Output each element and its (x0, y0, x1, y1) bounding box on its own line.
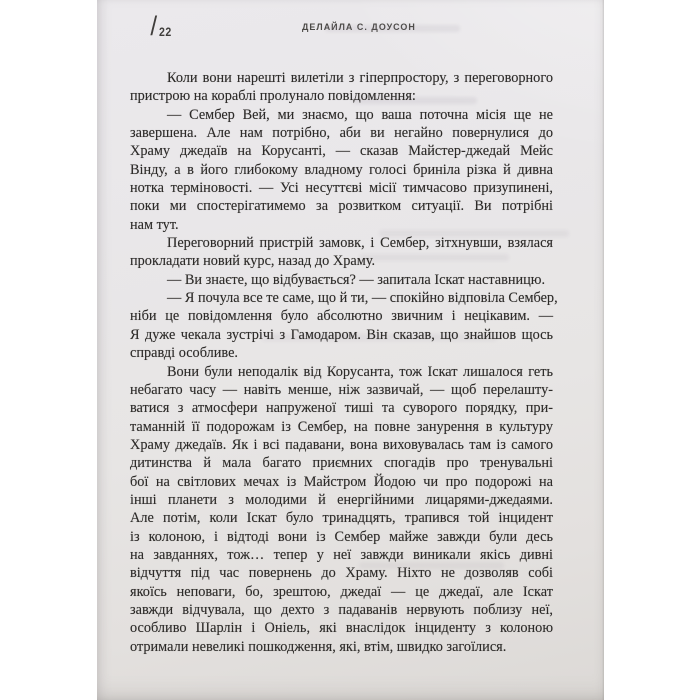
text-line: якоїсь неповаги, бо, зрештою, джедаї — це джедаї, але Іскат (130, 583, 553, 600)
text-line: особливо Шарлін і Оніель, які внаслідок інциденту з колоною (130, 620, 553, 637)
text-line: Храму джедаїв на Корусанті, — сказав Майстер-джедай Мейс (130, 143, 553, 160)
text-line: Я дуже чекала зустрічі з Гамодаром. Він сказав, що знайшов щось (130, 326, 553, 343)
text-line: Коли вони нарешті вилетіли з гіперпростору, з переговорного (167, 70, 553, 86)
page-number-slash: / (150, 11, 158, 41)
text-line: бої на світлових мечах із Майстром Йодою чи про подорожі на (130, 473, 553, 490)
text-line: — Ви знаєте, що відбувається? — запитала Іскат наставницю. (167, 271, 546, 288)
text-line: — Сембер Вей, ми знаємо, що ваша поточна місія ще не (167, 106, 553, 123)
text-line: інші планети з молодими й енергійними лицарями-джедаями. (130, 491, 553, 508)
text-line: пристрою на кораблі пролунало повідомлення: (130, 88, 416, 105)
book-page (97, 0, 604, 700)
text-line: ватися з атмосфери напруженої тиші та суворого порядку, при- (130, 400, 553, 417)
text-line: отримали невеликі пошкодження, які, втім, швидко загоїлися. (130, 638, 507, 655)
running-header-author: ДЕЛАЙЛА С. ДОУСОН (302, 22, 416, 33)
text-line: поки ми спостерігатимемо за розвитком ситуації. Ви потрібні (130, 198, 553, 215)
page-number-value: 22 (158, 25, 172, 39)
text-line: Храму джедаїв. Як і всі падавани, вона виховувалась там із самого (130, 436, 553, 453)
text-line: із колоною, і відтоді вони із Сембер майже завжди були десь (130, 528, 553, 545)
show-through-smudge (325, 25, 460, 32)
text-line: завершена. Але нам потрібно, аби ви негайно повернулися до (130, 125, 553, 142)
text-line: відчуття під час повернень до Храму. Ніхто не дозволяв собі (130, 565, 553, 582)
text-line: на завданнях, тож… тепер у неї завжди виникали якісь дивні (130, 546, 553, 563)
text-line: Вони були неподалік від Корусанта, тож Іскат лишалося геть (167, 363, 553, 380)
text-line: нам тут. (130, 216, 179, 233)
text-line: таманній її подорожам із Сембер, на повне занурення в культуру (130, 418, 553, 435)
text-line: небагато часу — навіть менше, ніж зазвичай, — щоб перелашту- (130, 381, 553, 398)
text-line: Переговорний пристрій замовк, і Сембер, зітхнувши, взялася (167, 235, 553, 252)
text-line: справді особливе. (130, 345, 238, 362)
text-line: дитинства й мала багато приємних спогадів про тренувальні (130, 455, 553, 472)
text-line: Але потім, коли Іскат було тринадцять, трапився той інцидент (130, 510, 553, 527)
text-line: нотка терміновості. — Усі несуттєві місії тимчасово призупинені, (130, 180, 553, 197)
text-line: Вінду, а в його глибокому владному голосі бриніла різка й дивна (130, 161, 553, 178)
text-line: ніби це повідомлення було абсолютно звичним і нецікавим. — (130, 308, 553, 325)
text-line: прокладати новий курс, назад до Храму. (130, 253, 376, 270)
text-line: — Я почула все те саме, що й ти, — спокійно відповіла Сембер, (167, 290, 558, 307)
text-line: завжди відчувала, що дехто з падаванів нервують поблизу неї, (130, 601, 553, 618)
body-text (130, 69, 558, 656)
